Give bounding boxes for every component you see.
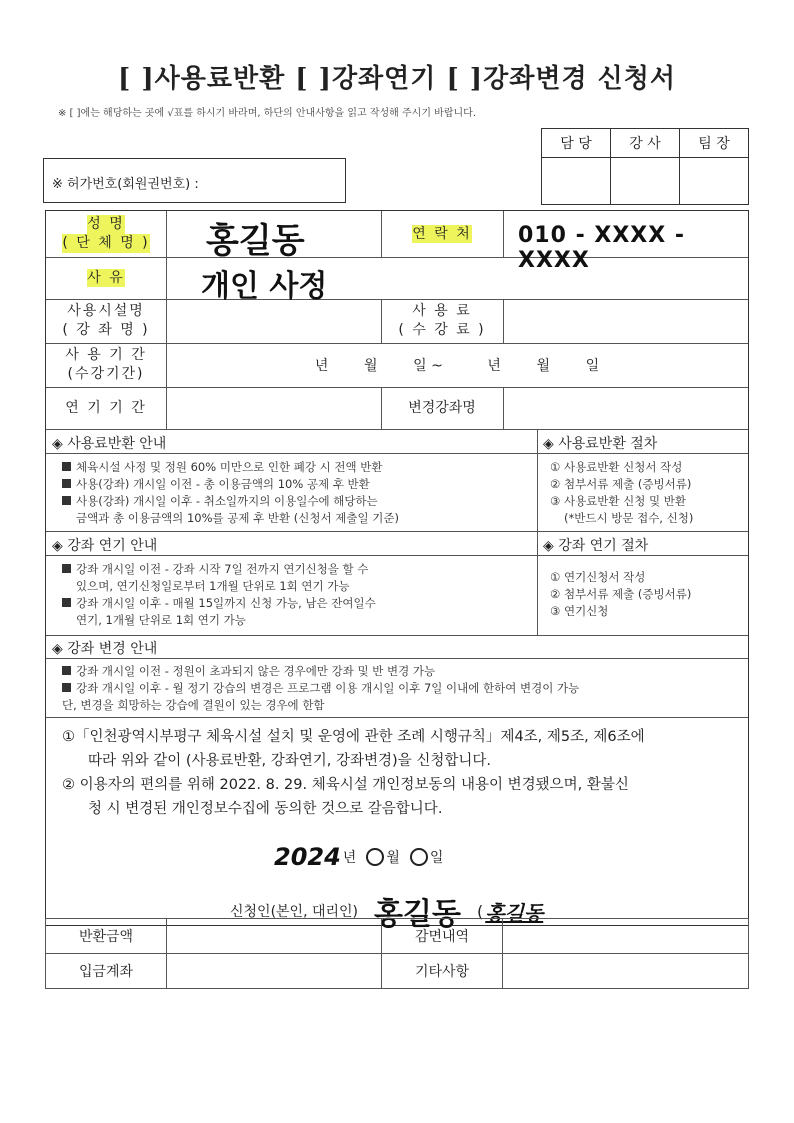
day-circle-mark[interactable] [410, 848, 428, 866]
approval-header-instructor: 강 사 [611, 129, 680, 158]
fee-label: 사 용 료 ( 수 강 료 ) [398, 303, 486, 338]
change-guide-list: 강좌 개시일 이전 - 정원이 초과되지 않은 경우에만 강좌 및 반 변경 가능 강좌 개시일 이후 - 월 정기 강습의 변경은 프로그램 이용 개시일 이후 7일 이내에 한하여 변경이 가능 단, 변경을 희망하는 강습에 결원이 있는 경우에 한함 [62, 664, 580, 712]
application-form [45, 210, 749, 932]
month-circle-mark[interactable] [366, 848, 384, 866]
period-label: 사 용 기 간 (수강기간) [65, 347, 147, 382]
applicant-name[interactable]: 홍길동 [374, 897, 461, 932]
change-course-label: 변경강좌명 [408, 399, 476, 416]
approval-sign-instructor[interactable] [611, 158, 680, 205]
instruction-note: ※ [ ]에는 해당하는 곳에 √표를 하시기 바라며, 하단의 안내사항을 읽고 작성해 주시기 바랍니다. [58, 108, 476, 119]
contact-value[interactable]: 010 - XXXX - XXXX [518, 223, 686, 273]
page-title: [ ]사용료반환 [ ]강좌연기 [ ]강좌변경 신청서 [118, 64, 676, 94]
applicant-signature[interactable]: 홍길동 [485, 900, 544, 925]
permit-number-field[interactable] [43, 158, 346, 203]
contact-label: 연 락 처 [412, 225, 472, 242]
reduction-field[interactable] [503, 919, 749, 954]
approval-header-staff: 담 당 [542, 129, 611, 158]
refund-guide-title: ◈ 사용료반환 안내 [52, 436, 167, 452]
applicant-line: 신청인(본인, 대리인) 홍길동 ( 홍길동 [230, 889, 543, 933]
others-field[interactable] [503, 954, 749, 989]
refund-proc-title: ◈ 사용료반환 절차 [543, 436, 658, 452]
applicant-label: 신청인(본인, 대리인) [230, 904, 359, 920]
approval-header-leader: 팀 장 [680, 129, 749, 158]
refund-guide-list: 체육시설 사정 및 정원 60% 미만으로 인한 폐강 시 전액 반환 사용(강좌) 개시일 이전 - 총 이용금액의 10% 공제 후 반환 사용(강좌) 개시일 이후 - 취소일까지의 이용일수에 해당하는 금액과 총 이용금액의 10%를 공제 후 반환 (신청서 제출일 기준) [62, 459, 532, 527]
deposit-account-field[interactable] [167, 954, 382, 989]
period-value[interactable]: 년 월 일 ~ 년 월 일 [314, 358, 600, 374]
name-value[interactable]: 홍길동 [206, 221, 305, 261]
approval-box [541, 128, 749, 205]
reduction-label: 감면내역 [382, 919, 503, 954]
statement-text: ①「인천광역시부평구 체육시설 설치 및 운영에 관한 조례 시행규칙」제4조, 제5조, 제6조에 따라 위와 같이 (사용료반환, 강좌연기, 강좌변경)을 신청합니다. ② 이용자의 편의를 위해 2022. 8. 29. 체육시설 개인정보동의 내용이 변경됐으며, 환불신 청 시 변경된 개인정보수집에 동의한 것으로 갈음합니다. [62, 729, 645, 817]
reason-value[interactable]: 개인 사정 [201, 269, 328, 304]
postpone-guide-list: 강좌 개시일 이전 - 강좌 시작 7일 전까지 연기신청을 할 수 있으며, 연기신청일로부터 1개월 단위로 1회 연기 가능 강좌 개시일 이후 - 매월 15일까지 신청 가능, 남은 잔여일수 연기, 1개월 단위로 1회 연기 가능 [62, 561, 532, 629]
deposit-account-label: 입금계좌 [46, 954, 167, 989]
facility-label: 사용시설명 ( 강 좌 명 ) [62, 303, 150, 338]
change-guide-title: ◈ 강좌 변경 안내 [52, 641, 158, 657]
refund-amount-field[interactable] [167, 919, 382, 954]
approval-sign-leader[interactable] [680, 158, 749, 205]
permit-number-label: ※ 허가번호(회원권번호) : [52, 177, 199, 192]
reason-label: 사 유 [87, 269, 125, 286]
date-year[interactable]: 2024 [274, 843, 341, 871]
postpone-proc-title: ◈ 강좌 연기 절차 [543, 538, 649, 554]
postpone-guide-title: ◈ 강좌 연기 안내 [52, 538, 158, 554]
others-label: 기타사항 [382, 954, 503, 989]
approval-sign-staff[interactable] [542, 158, 611, 205]
postpone-period-label: 연 기 기 간 [65, 399, 147, 416]
date-line: 2024 년 월 일 [274, 843, 444, 871]
office-use-table [45, 918, 749, 989]
postpone-proc-list: ① 연기신청서 작성 ② 첨부서류 제출 (증빙서류) ③ 연기신청 [550, 570, 692, 618]
name-label: 성 명 ( 단 체 명 ) [62, 216, 150, 251]
refund-amount-label: 반환금액 [46, 919, 167, 954]
refund-proc-list: ① 사용료반환 신청서 작성 ② 첨부서류 제출 (증빙서류) ③ 사용료반환 신청 및 반환 (*반드시 방문 접수, 신청) [550, 460, 694, 525]
